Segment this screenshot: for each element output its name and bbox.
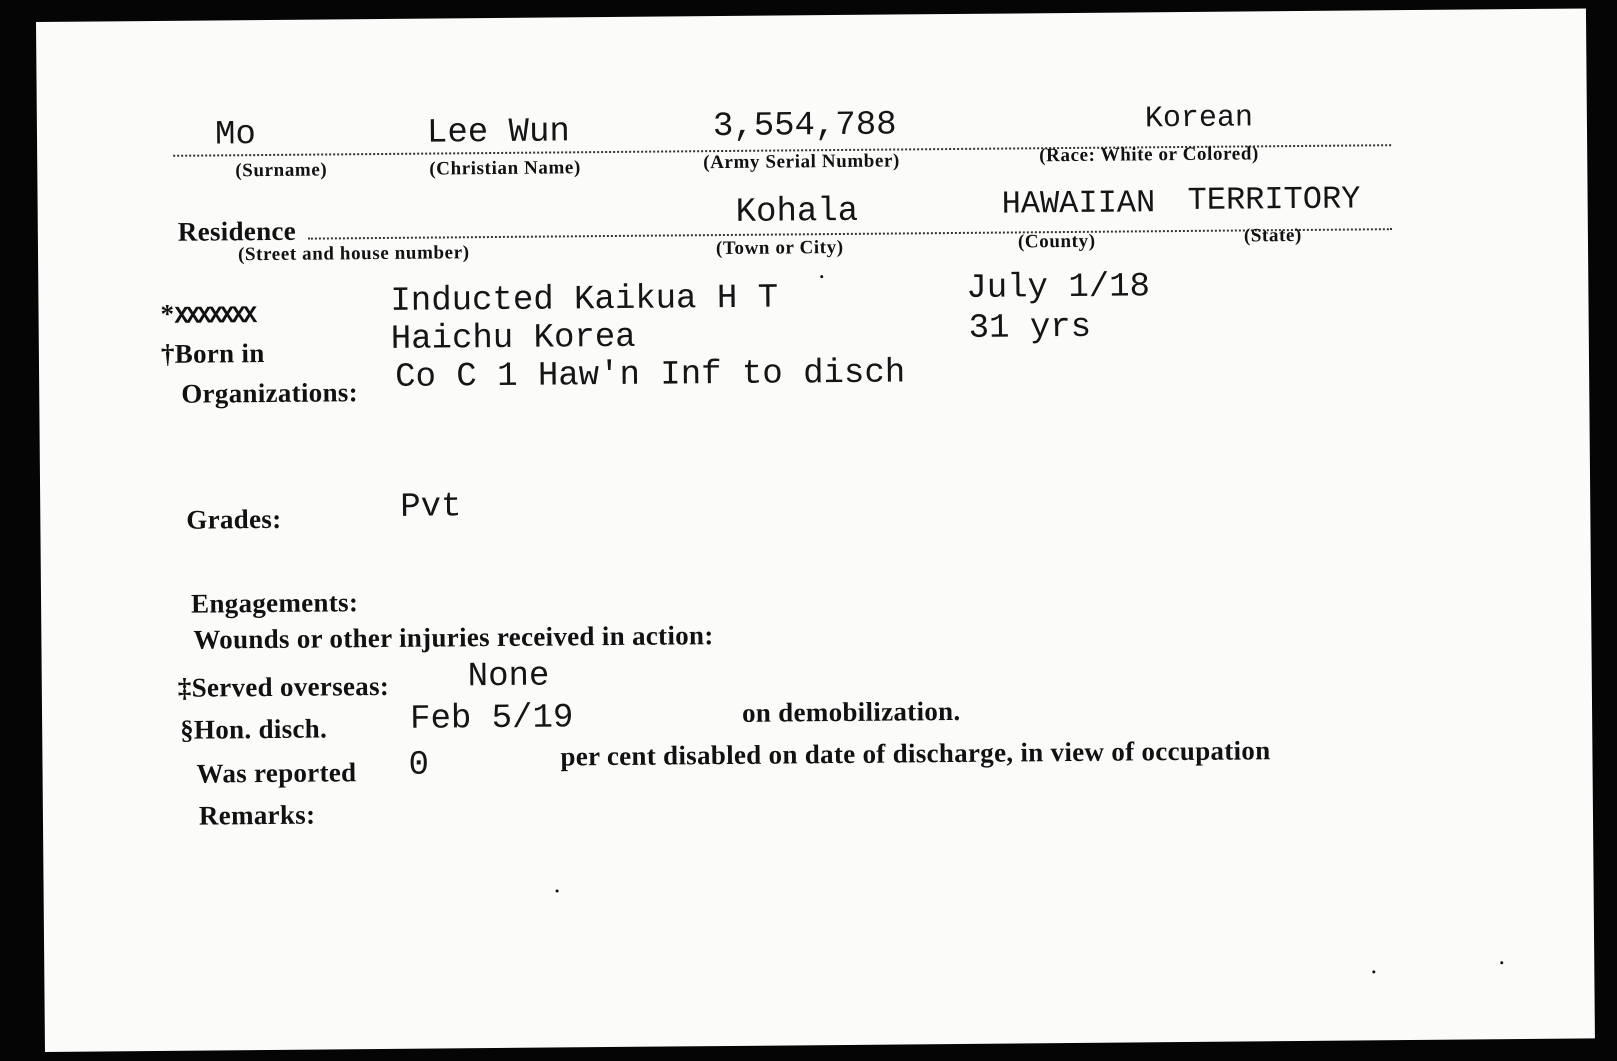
- discharge-value: Feb 5/19: [409, 699, 574, 739]
- town-caption: (Town or City): [715, 236, 844, 260]
- grades-value: Pvt: [400, 488, 462, 527]
- reported-label: Was reported: [196, 757, 357, 789]
- discharge-suffix: on demobilization.: [741, 695, 961, 728]
- speck-mark: [1372, 970, 1375, 973]
- surname-value: Mo: [214, 116, 256, 155]
- speck-mark: [556, 889, 559, 892]
- serial-number-caption: (Army Serial Number): [703, 150, 901, 174]
- remarks-label: Remarks:: [198, 799, 316, 831]
- town-value: Kohala: [735, 192, 859, 232]
- born-value: Haichu Korea: [390, 318, 636, 359]
- street-caption: (Street and house number): [237, 242, 470, 266]
- county-value: HAWAIIAN: [1001, 184, 1156, 223]
- served-overseas-label: ‡Served overseas:: [177, 670, 390, 703]
- enlisted-date: July 1/18: [966, 268, 1151, 308]
- born-label: †Born in: [160, 338, 265, 369]
- residence-label: Residence: [177, 215, 297, 247]
- reported-value: 0: [408, 746, 430, 785]
- speck-mark: [820, 275, 823, 278]
- county-caption: (County): [1017, 230, 1096, 253]
- serial-number-value: 3,554,788: [712, 106, 897, 147]
- age-value: 31 yrs: [968, 308, 1092, 348]
- enlisted-label: [160, 298, 254, 331]
- state-caption: (State): [1243, 224, 1303, 247]
- race-value: Korean: [1144, 101, 1254, 137]
- speck-mark: [1500, 961, 1503, 964]
- reported-suffix: per cent disabled on date of discharge, in view of occupation: [560, 735, 1271, 772]
- christian-name-caption: (Christian Name): [429, 157, 581, 180]
- surname-caption: (Surname): [235, 159, 328, 182]
- discharge-label: §Hon. disch.: [180, 713, 328, 745]
- engagements-label: Engagements:: [190, 587, 359, 619]
- state-value: TERRITORY: [1187, 180, 1361, 219]
- organizations-label: Organizations:: [181, 377, 359, 409]
- served-overseas-value: None: [467, 657, 550, 697]
- enlisted-overtyped-label: XXXXXXX: [174, 303, 255, 331]
- christian-name-value: Lee Wun: [426, 113, 570, 153]
- organizations-value: Co C 1 Haw'n Inf to disch: [394, 354, 906, 397]
- enlisted-value: Inducted Kaikua H T: [390, 279, 779, 321]
- grades-label: Grades:: [186, 503, 282, 535]
- race-caption: (Race: White or Colored): [1039, 143, 1259, 167]
- wounds-label: Wounds or other injuries received in action:: [193, 620, 714, 655]
- service-record-card: [36, 8, 1595, 1051]
- enlisted-asterisk: *: [160, 298, 175, 329]
